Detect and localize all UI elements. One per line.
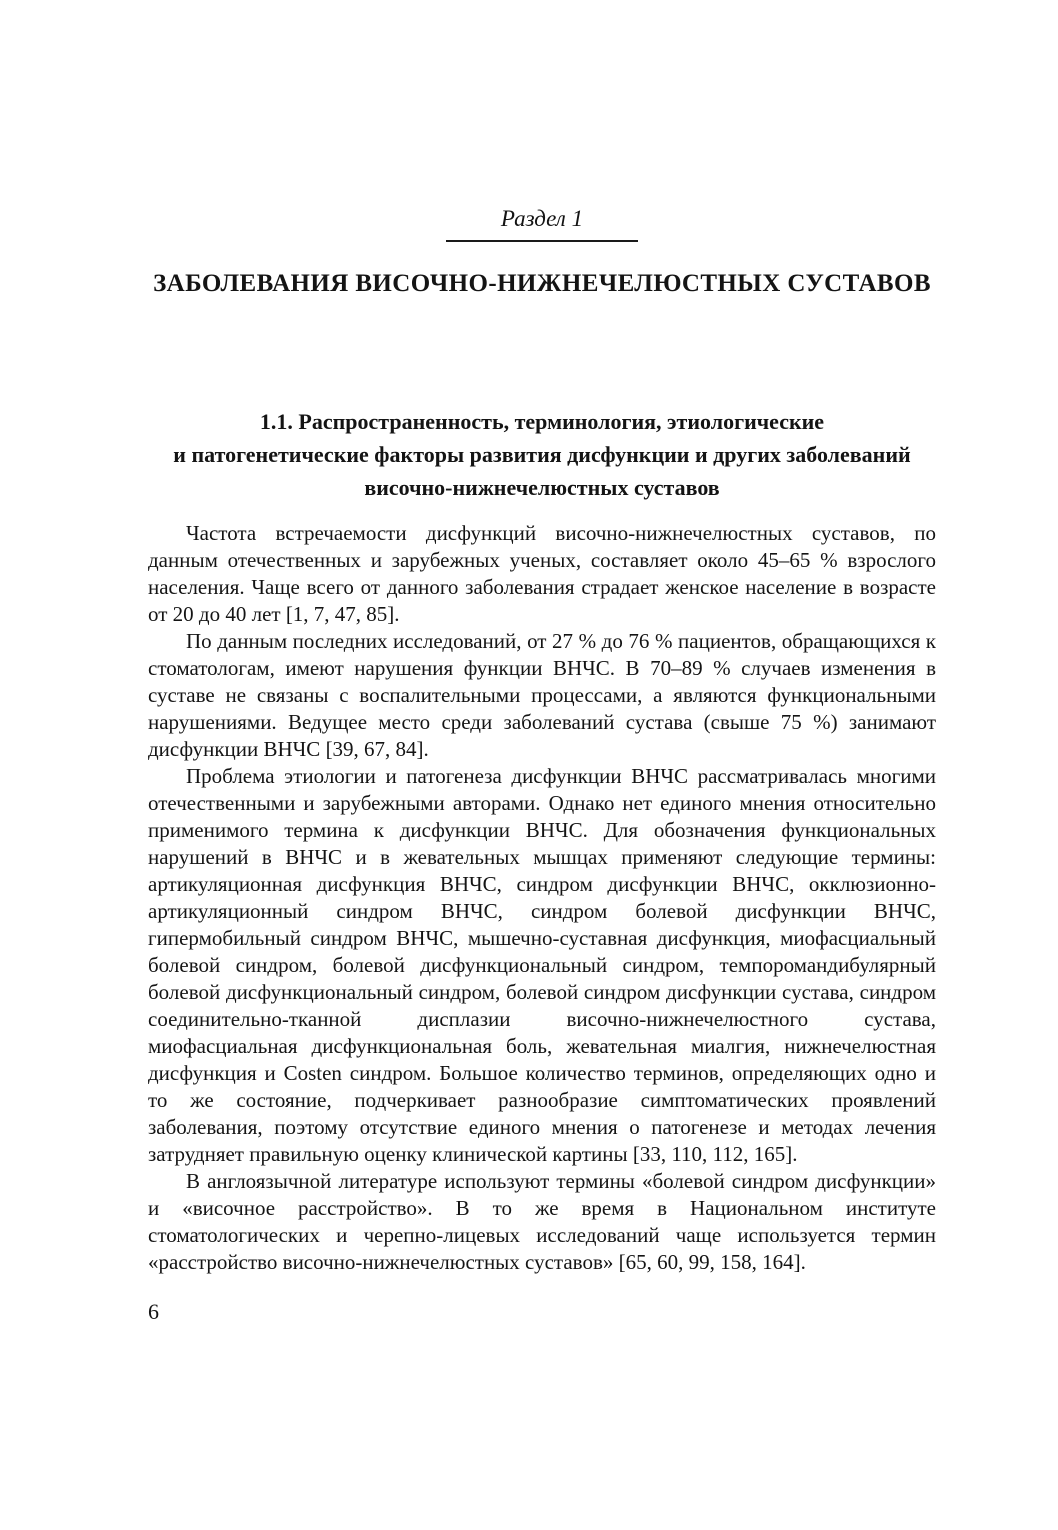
- chapter-title: ЗАБОЛЕВАНИЯ ВИСОЧНО-НИЖНЕЧЕЛЮСТНЫХ СУСТАВОВ: [153, 270, 931, 297]
- part-label-rule: [446, 240, 638, 242]
- paragraph: В англоязычной литературе используют термины «болевой синдром дисфункции» и «височное расстройство». В то же время в Национальном институте стоматологических и черепно-лицевых исследований чаще используется термин «расстройство височно-нижнечелюстных суставов» [65, 60, 99, 158, 164].: [148, 1169, 936, 1274]
- part-label: Раздел 1: [500, 206, 584, 231]
- section-heading-line: 1.1. Распространенность, терминология, этиологические: [259, 409, 825, 434]
- page-number: 6: [148, 1299, 159, 1324]
- paragraph: Частота встречаемости дисфункций височно-нижнечелюстных суставов, по данным отечественных и зарубежных ученых, составляет около 45–65 % взрослого населения. Чаще всего от данного заболевания страдает женское население в возрасте от 20 до 40 лет [1, 7, 47, 85].: [148, 521, 936, 626]
- page-content: [148, 0, 936, 1326]
- paragraph: По данным последних исследований, от 27 % до 76 % пациентов, обращающихся к стоматологам, имеют нарушения функции ВНЧС. В 70–89 % случаев изменения в суставе не связаны с воспалительными процессами, а являются функциональными нарушениями. Ведущее место среди заболеваний сустава (свыше 75 %) занимают дисфункции ВНЧС [39, 67, 84].: [148, 629, 936, 761]
- paragraph: Проблема этиологии и патогенеза дисфункции ВНЧС рассматривалась многими отечественными и зарубежными авторами. Однако нет единого мнения относительно применимого термина к дисфункции ВНЧС. Для обозначения функциональных нарушений в ВНЧС и в жевательных мышцах применяют следующие термины: артикуляционная дисфункция ВНЧС, синдром дисфункции ВНЧС, окклюзионно-артикуляционный синдром ВНЧС, синдром болевой дисфункции ВНЧС, гипермобильный синдром ВНЧС, мышечно-суставная дисфункция, миофасциальный болевой синдром, болевой дисфункциональный синдром, темпоромандибулярный болевой дисфункциональный синдром, болевой синдром дисфункции сустава, синдром соединительно-тканной дисплазии височно-нижнечелюстного сустава, миофасциальная дисфункциональная боль, жевательная миалгия, нижнечелюстная дисфункция и Costen синдром. Большое количество терминов, определяющих одно и то же состояние, подчеркивает разнообразие симптоматических проявлений заболевания, поэтому отсутствие единого мнения о патогенезе и методах лечения затрудняет правильную оценку клинической картины [33, 110, 112, 165].: [148, 764, 936, 1166]
- section-heading-line: височно-нижнечелюстных суставов: [364, 475, 720, 500]
- body-text: [148, 520, 936, 1276]
- section-heading-line: и патогенетические факторы развития дисфункции и других заболеваний: [173, 442, 911, 467]
- section-heading: [148, 405, 936, 504]
